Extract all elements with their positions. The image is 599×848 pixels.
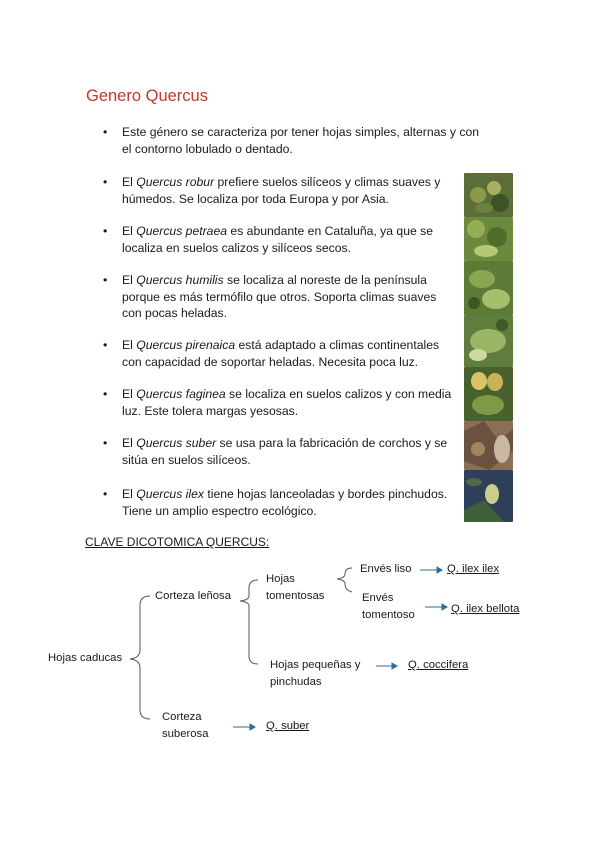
key-hojas-pequenas-label: Hojas pequeñas y pinchudas (270, 659, 361, 688)
key-corteza-lenosa-label: Corteza leñosa (155, 590, 231, 602)
species-name: Quercus pirenaica (136, 338, 236, 352)
page-title: Genero Quercus (86, 87, 208, 105)
bullet-text: El Quercus petraea es abundante en Cataluña, ya que se localiza en suelos calizos y silíceos secos. (122, 224, 434, 255)
tomentosas-brace (337, 568, 352, 592)
bullet-text: El Quercus robur prefiere suelos silíceos y climas suaves y húmedos. Se localiza por toda Europa y por Asia. (122, 175, 441, 206)
bullet-dot: • (103, 125, 108, 139)
clave-title: CLAVE DICOTOMICA QUERCUS: (85, 535, 270, 549)
species-name: Quercus suber (136, 436, 217, 450)
species-name: Quercus robur (136, 175, 215, 189)
bullet-dot: • (103, 273, 108, 287)
key-enves-tomentoso-label: Envés tomentoso (362, 592, 415, 621)
corteza-brace (240, 580, 258, 664)
species-name: Quercus ilex (136, 487, 204, 501)
bullet-dot: • (103, 387, 108, 401)
result-ilex-bellota-link[interactable]: Q. ilex bellota (451, 603, 520, 615)
result-ilex-ilex-link[interactable]: Q. ilex ilex (447, 563, 500, 575)
key-hojas-tomentosas-label: Hojas tomentosas (266, 573, 325, 602)
bullet-text: El Quercus pirenaica está adaptado a climas continentales con capacidad de soportar heladas. Necesita poca luz. (122, 338, 440, 369)
bullet-dot: • (103, 224, 108, 238)
bullet-text: El Quercus ilex tiene hojas lanceoladas y bordes pinchudos. Tiene un amplio espectro ecológico. (122, 487, 448, 518)
bullet-dot: • (103, 338, 108, 352)
bullet-text: El Quercus humilis se localiza al noreste de la península porque es más termófilo que otros. Soporta climas suaves con pocas heladas. (122, 273, 437, 320)
key-corteza-suberosa-label: Corteza suberosa (162, 711, 209, 740)
bullet-text: El Quercus suber se usa para la fabricación de corchos y se sitúa en suelos silíceos. (122, 436, 448, 467)
species-name: Quercus humilis (136, 273, 224, 287)
species-name: Quercus faginea (136, 387, 226, 401)
root-brace (130, 596, 150, 719)
bullet-text: Este género se caracteriza por tener hojas simples, alternas y con el contorno lobulado o dentado. (122, 125, 480, 156)
result-coccifera-link[interactable]: Q. coccifera (408, 659, 469, 671)
bullet-dot: • (103, 436, 108, 450)
species-name: Quercus petraea (136, 224, 228, 238)
bullet-dot: • (103, 487, 108, 501)
key-root-label: Hojas caducas (48, 652, 123, 664)
bullet-text: El Quercus faginea se localiza en suelos calizos y con media luz. Este tolera margas yesosas. (122, 387, 452, 418)
bullet-dot: • (103, 175, 108, 189)
result-suber-link[interactable]: Q. suber (266, 720, 310, 732)
key-enves-liso-label: Envés liso (360, 563, 412, 575)
